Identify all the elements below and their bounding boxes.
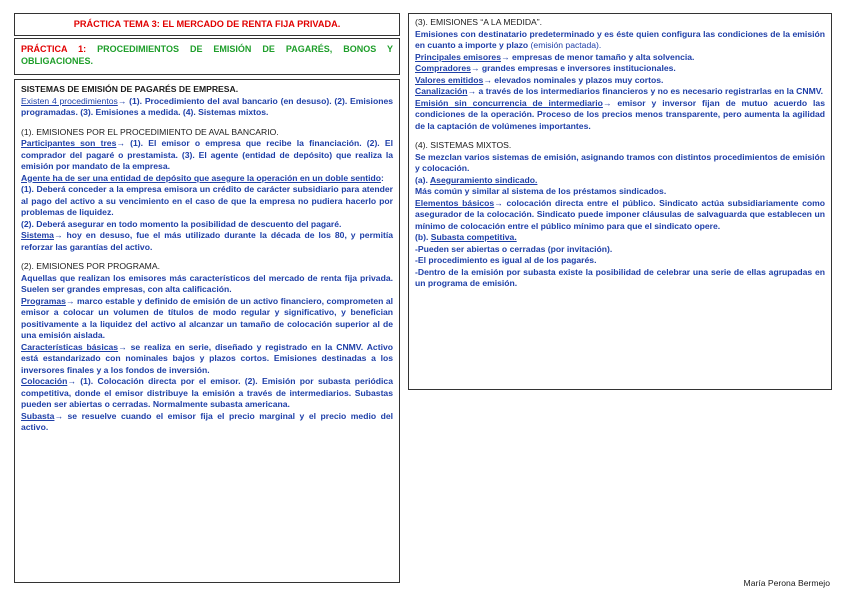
- s4-a-text: Más común y similar al sistema de los préstamos sindicados.: [415, 186, 667, 197]
- s3-valores-text: → elevados nominales y plazos muy cortos.: [483, 74, 664, 85]
- s3-canal-term: Canalización: [415, 86, 468, 97]
- page-title-text: PRÁCTICA TEMA 3: EL MERCADO DE RENTA FIJA PRIVADA.: [73, 19, 341, 29]
- s1-sistema-text: → hoy en desuso, fue el más utilizado durante la década de los 80, y permitía reforzar las garantías del activo.: [21, 230, 393, 252]
- s3-emisores: [415, 52, 825, 64]
- section1-title: (1). EMISIONES POR EL PROCEDIMIENTO DE AVAL BANCARIO.: [21, 126, 279, 137]
- s3-canal-text: → a través de los intermediarios financieros y no es necesario registrarlas en la CNMV.: [467, 86, 824, 97]
- s4-b-line1: -Pueden ser abiertas o cerradas (por invitación).: [415, 243, 613, 254]
- s4-b-line2: -El procedimiento es igual al de los pagarés.: [415, 255, 597, 266]
- practica-text: PROCEDIMIENTOS DE EMISIÓN DE PAGARÉS, BONOS Y OBLIGACIONES.: [21, 44, 394, 67]
- practica-separator: :: [83, 44, 87, 54]
- s3-compradores-text: → grandes empresas e inversores institucionales.: [470, 63, 676, 74]
- s4-b-line3: -Dentro de la emisión por subasta existe la posibilidad de celebrar una serie de ellas agrupadas en un programa de emisión.: [415, 266, 825, 289]
- s4-elementos-term: Elementos básicos: [415, 197, 495, 208]
- s3-valores-term: Valores emitidos: [415, 74, 484, 85]
- practica-label: PRÁCTICA 1: [21, 44, 84, 54]
- s2-coloc-term: Colocación: [21, 376, 68, 387]
- s3-emisores-text: → empresas de menor tamaño y alta solvencia.: [500, 51, 695, 62]
- s3-sinconc-text: → emisor y inversor fijan de mutuo acuerdo las condiciones de la operación. Proceso de los precios menos transparente, pero aumenta la agilidad de la captación de volúmenes importantes.: [415, 97, 825, 131]
- s2-programas-term: Programas: [21, 295, 66, 306]
- right-column: [408, 13, 832, 390]
- s2-programas: [21, 296, 393, 342]
- s4-b-term: Subasta competitiva.: [430, 232, 517, 243]
- s2-caract-text: → se realiza en serie, diseñado y registrado en la CNMV. Activo está estandarizado con nominales bajos y plazos cortos. Emisiones destinadas a los inversores finales y a los fondos de inversión.: [21, 341, 393, 375]
- section3-title: (3). EMISIONES “A LA MEDIDA”.: [415, 17, 543, 27]
- s1-agente-term: Agente ha de ser una entidad de depósito que asegure la operación en un doble sentido: [21, 172, 382, 183]
- section2-title: (2). EMISIONES POR PROGRAMA.: [21, 261, 160, 272]
- s4-elementos: [415, 198, 825, 233]
- page-title: [14, 13, 400, 36]
- s2-colocacion: [21, 376, 393, 411]
- s3-compradores: [415, 63, 825, 75]
- s2-subasta-text: → se resuelve cuando el emisor fija el precio marginal y el precio medio del activo.: [21, 410, 393, 433]
- left-heading: SISTEMAS DE EMISIÓN DE PAGARÉS DE EMPRESA.: [21, 84, 239, 94]
- s3-sinconc-term: Emisión sin concurrencia de intermediario: [415, 97, 603, 108]
- s2-caracteristicas: [21, 342, 393, 377]
- s1-participantes-text: → (1). El emisor o empresa que recibe la financiación. (2). El comprador del pagaré o prestamista. (3). El agente (entidad de depósito) que realiza la emisión por mandato de la empresa.: [21, 138, 393, 172]
- intro-paragraph: [21, 96, 393, 119]
- intro-term: Existen 4 procedimientos: [21, 95, 118, 106]
- s3-emisores-term: Principales emisores: [415, 51, 501, 62]
- s3-compradores-term: Compradores: [415, 63, 471, 74]
- s3-intro-text: Emisiones con destinatario predeterminado y es éste quien configura las condiciones de la emisión en cuanto a importe y plazo: [415, 28, 825, 51]
- s2-intro: Aquellas que realizan los emisores más característicos del mercado de renta fija privada. Suelen ser grandes empresas, con alta calificación.: [21, 272, 393, 295]
- s4-a-term: Aseguramiento sindicado.: [429, 174, 538, 185]
- s4-b-label: (b).: [415, 232, 431, 243]
- s1-sistema-term: Sistema: [21, 230, 54, 241]
- s4-a-heading: [415, 175, 825, 187]
- s4-elementos-text: → colocación directa entre el público. Sindicato actúa subsidiariamente como asegurador de la colocación. Sindicato puede imponer cláusulas de salvaguarda que establecen un mínimo de colocación entre el público mínimo para que el sindicato opere.: [415, 197, 825, 231]
- intro-text: → (1). Procedimiento del aval bancario (en desuso). (2). Emisiones programadas. (3). Emisiones a medida. (4). Sistemas mixtos.: [21, 95, 394, 118]
- s4-a-label: (a).: [415, 174, 430, 185]
- practica-heading: [14, 38, 400, 75]
- s2-coloc-text: → (1). Colocación directa por el emisor. (2). Emisión por subasta periódica competitiva, donde el emisor distribuye la emisión a través de intermediarios. Subastas pueden ser abiertas o cerradas. Normalmente subasta americana.: [21, 376, 393, 410]
- s1-point1: (1). Deberá conceder a la empresa emisora un crédito de carácter subsidiario para atender al pago del activo a su vencimiento en el caso de que la empresa no pudiera hacerlo por problemas de liquidez.: [21, 184, 393, 218]
- s3-canalizacion: [415, 86, 825, 98]
- s1-participantes: [21, 138, 393, 173]
- left-column: [14, 79, 400, 583]
- s2-programas-text: → marco estable y definido de emisión de un activo financiero, comprometen al emisor a colocar un volumen de títulos de modo regular y significativo, y benefician positivamente a la liquidez del activo al alcanzar un tamaño de colocación superior al de una emisión aislada.: [21, 295, 393, 341]
- author-name: María Perona Bermejo: [743, 578, 830, 588]
- s1-participantes-term: Participantes son tres: [21, 138, 117, 149]
- s2-caract-term: Características básicas: [21, 341, 119, 352]
- s3-valores: [415, 75, 825, 87]
- s3-intro: [415, 29, 825, 52]
- s2-subasta-term: Subasta: [21, 410, 55, 421]
- s1-point2: (2). Deberá asegurar en todo momento la posibilidad de descuento del pagaré.: [21, 218, 342, 229]
- section4-title: (4). SISTEMAS MIXTOS.: [415, 140, 512, 151]
- s2-subasta: [21, 411, 393, 434]
- s4-intro: Se mezclan varios sistemas de emisión, asignando tramos con distintos procedimientos de emisión y colocación.: [415, 151, 825, 174]
- s1-agente-colon: :: [381, 172, 384, 183]
- s4-b-heading: [415, 232, 825, 244]
- s1-sistema: [21, 230, 393, 253]
- s3-sin-concurrencia: [415, 98, 825, 133]
- s3-intro-tail: (emisión pactada).: [528, 40, 602, 51]
- s1-agente: [21, 173, 393, 185]
